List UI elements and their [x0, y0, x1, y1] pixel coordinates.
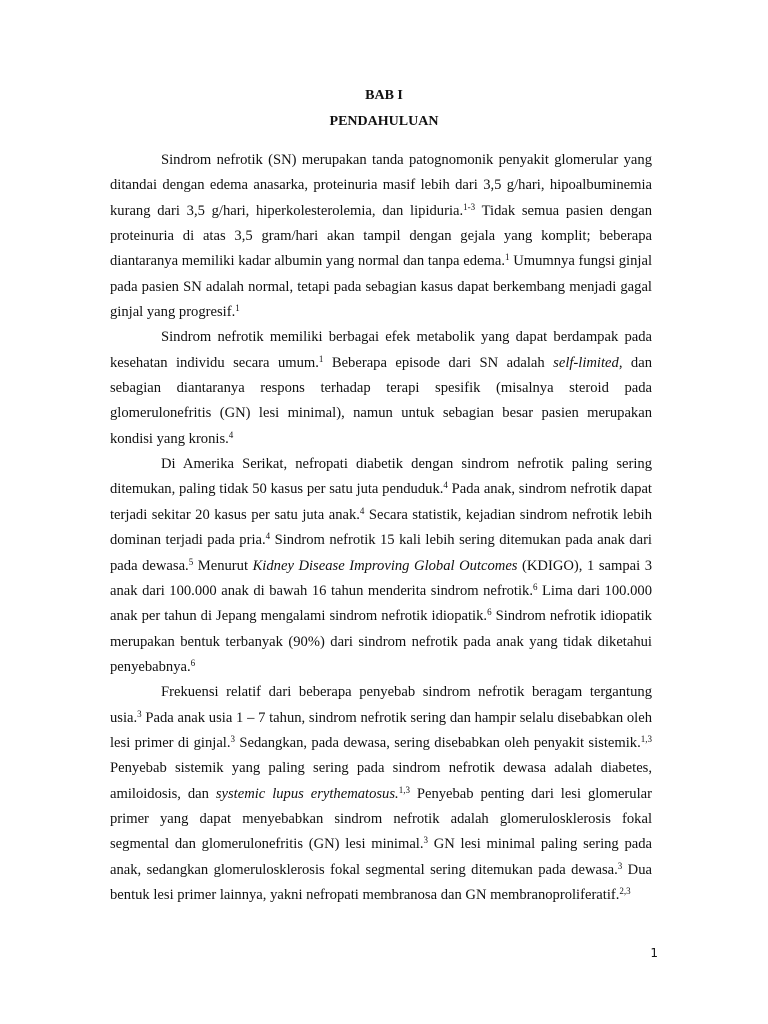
text-run: Lima dari 100.000 anak per tahun di Jepang mengalami sindrom nefrotik idiopatik.	[110, 582, 652, 625]
text-run: Di Amerika Serikat, nefropati diabetik dengan sindrom nefrotik paling sering ditemukan, paling tidak 50 kasus per satu juta penduduk.	[110, 456, 652, 498]
text-run: Menurut	[193, 557, 253, 574]
text-run: Sindrom nefrotik idiopatik merupakan bentuk terbanyak (90%) dari sindrom nefrotik pada anak yang tidak diketahui penyebabnya.	[110, 608, 652, 675]
citation-ref: 1-3	[463, 201, 476, 212]
citation-ref: 1,3	[398, 784, 410, 795]
italic-term: Kidney Disease Improving Global Outcomes	[252, 557, 518, 574]
body-text	[110, 148, 652, 908]
citation-ref: 6	[190, 657, 196, 668]
citation-ref: 1	[235, 303, 240, 314]
citation-ref: 5	[188, 556, 194, 567]
italic-term: systemic lupus erythematosus.	[215, 785, 399, 802]
text-run: Sindrom nefrotik (SN) merupakan tanda patognomonik penyakit glomerular yang ditandai dengan edema anasarka, proteinuria masif lebih dari 3,5 g/hari, hipoalbuminemia kurang dari 3,5 g/hari, hiperkolesterolemia, dan lipiduria.	[110, 152, 652, 219]
chapter-heading: BAB I	[365, 88, 403, 103]
citation-ref: 3	[423, 835, 429, 846]
citation-ref: 4	[359, 505, 365, 516]
text-run: Sedangkan, pada dewasa, sering disebabkan oleh penyakit sistemik.	[235, 734, 641, 751]
text-run: Pada anak, sindrom nefrotik dapat terjadi sekitar 20 kasus per satu juta anak.	[110, 481, 652, 523]
text-run: Frekuensi relatif dari beberapa penyebab sindrom nefrotik beragam tergantung usia.	[110, 684, 652, 726]
text-run: Dua bentuk lesi primer lainnya, yakni nefropati membranosa dan GN membranoproliferatif.	[110, 861, 652, 903]
chapter-title: PENDAHULUAN	[329, 114, 439, 129]
citation-ref: 2,3	[619, 885, 631, 896]
paragraph	[110, 325, 652, 452]
citation-ref: 4	[228, 429, 234, 440]
citation-ref: 1	[504, 252, 510, 263]
citation-ref: 4	[265, 531, 271, 542]
text-run: , dan sebagian diantaranya respons terhadap terapi spesifik (misalnya steroid pada glomerulonefritis (GN) lesi minimal), namun untuk sebagian besar pasien merupakan kondisi yang kronis.	[110, 354, 652, 447]
text-run: Penyebab penting dari lesi glomerular primer yang dapat menyebabkan sindrom nefrotik adalah glomerulosklerosis fokal segmental dan glomerulonefritis (GN) lesi minimal.	[110, 785, 652, 853]
citation-ref: 1	[318, 353, 324, 364]
paragraph	[110, 148, 652, 325]
text-run: Tidak semua pasien dengan proteinuria di atas 3,5 gram/hari akan tampil dengan gejala yang komplit; beberapa diantaranya memiliki kadar albumin yang normal dan tanpa edema.	[110, 202, 652, 270]
paragraph	[110, 452, 652, 680]
text-run: Pada anak usia 1 – 7 tahun, sindrom nefrotik sering dan hampir selalu disebabkan oleh lesi primer di ginjal.	[110, 709, 652, 751]
page-number: 1	[650, 946, 658, 960]
text-run: GN lesi minimal paling sering pada anak, sedangkan glomerulosklerosis fokal segmental sering ditemukan pada dewasa.	[110, 836, 652, 878]
citation-ref: 3	[617, 860, 623, 871]
citation-ref: 1,3	[640, 733, 652, 744]
text-run: Umumnya fungsi ginjal pada pasien SN adalah normal, tetapi pada sebagian kasus dapat berkembang menjadi gagal ginjal yang progresif.	[110, 253, 652, 321]
paragraph	[110, 680, 652, 908]
citation-ref: 6	[487, 607, 492, 618]
text-run: Sindrom nefrotik memiliki berbagai efek metabolik yang dapat berdampak pada kesehatan individu secara umum.	[110, 329, 652, 371]
text-run: Penyebab sistemik yang paling sering pada sindrom nefrotik dewasa adalah diabetes, amiloidosis, dan	[110, 760, 652, 802]
text-run: Sindrom nefrotik 15 kali lebih sering ditemukan pada anak dari pada dewasa.	[110, 532, 652, 574]
text-run: (KDIGO), 1 sampai 3 anak dari 100.000 anak di bawah 16 tahun menderita sindrom nefrotik.	[110, 557, 653, 599]
text-run: Secara statistik, kejadian sindrom nefrotik lebih dominan terjadi pada pria.	[110, 506, 652, 549]
citation-ref: 3	[230, 733, 235, 744]
citation-ref: 3	[137, 708, 142, 719]
italic-term: self-limited	[553, 354, 619, 371]
citation-ref: 6	[532, 581, 538, 592]
text-run: Beberapa episode dari SN adalah	[323, 354, 554, 371]
citation-ref: 4	[443, 480, 448, 491]
